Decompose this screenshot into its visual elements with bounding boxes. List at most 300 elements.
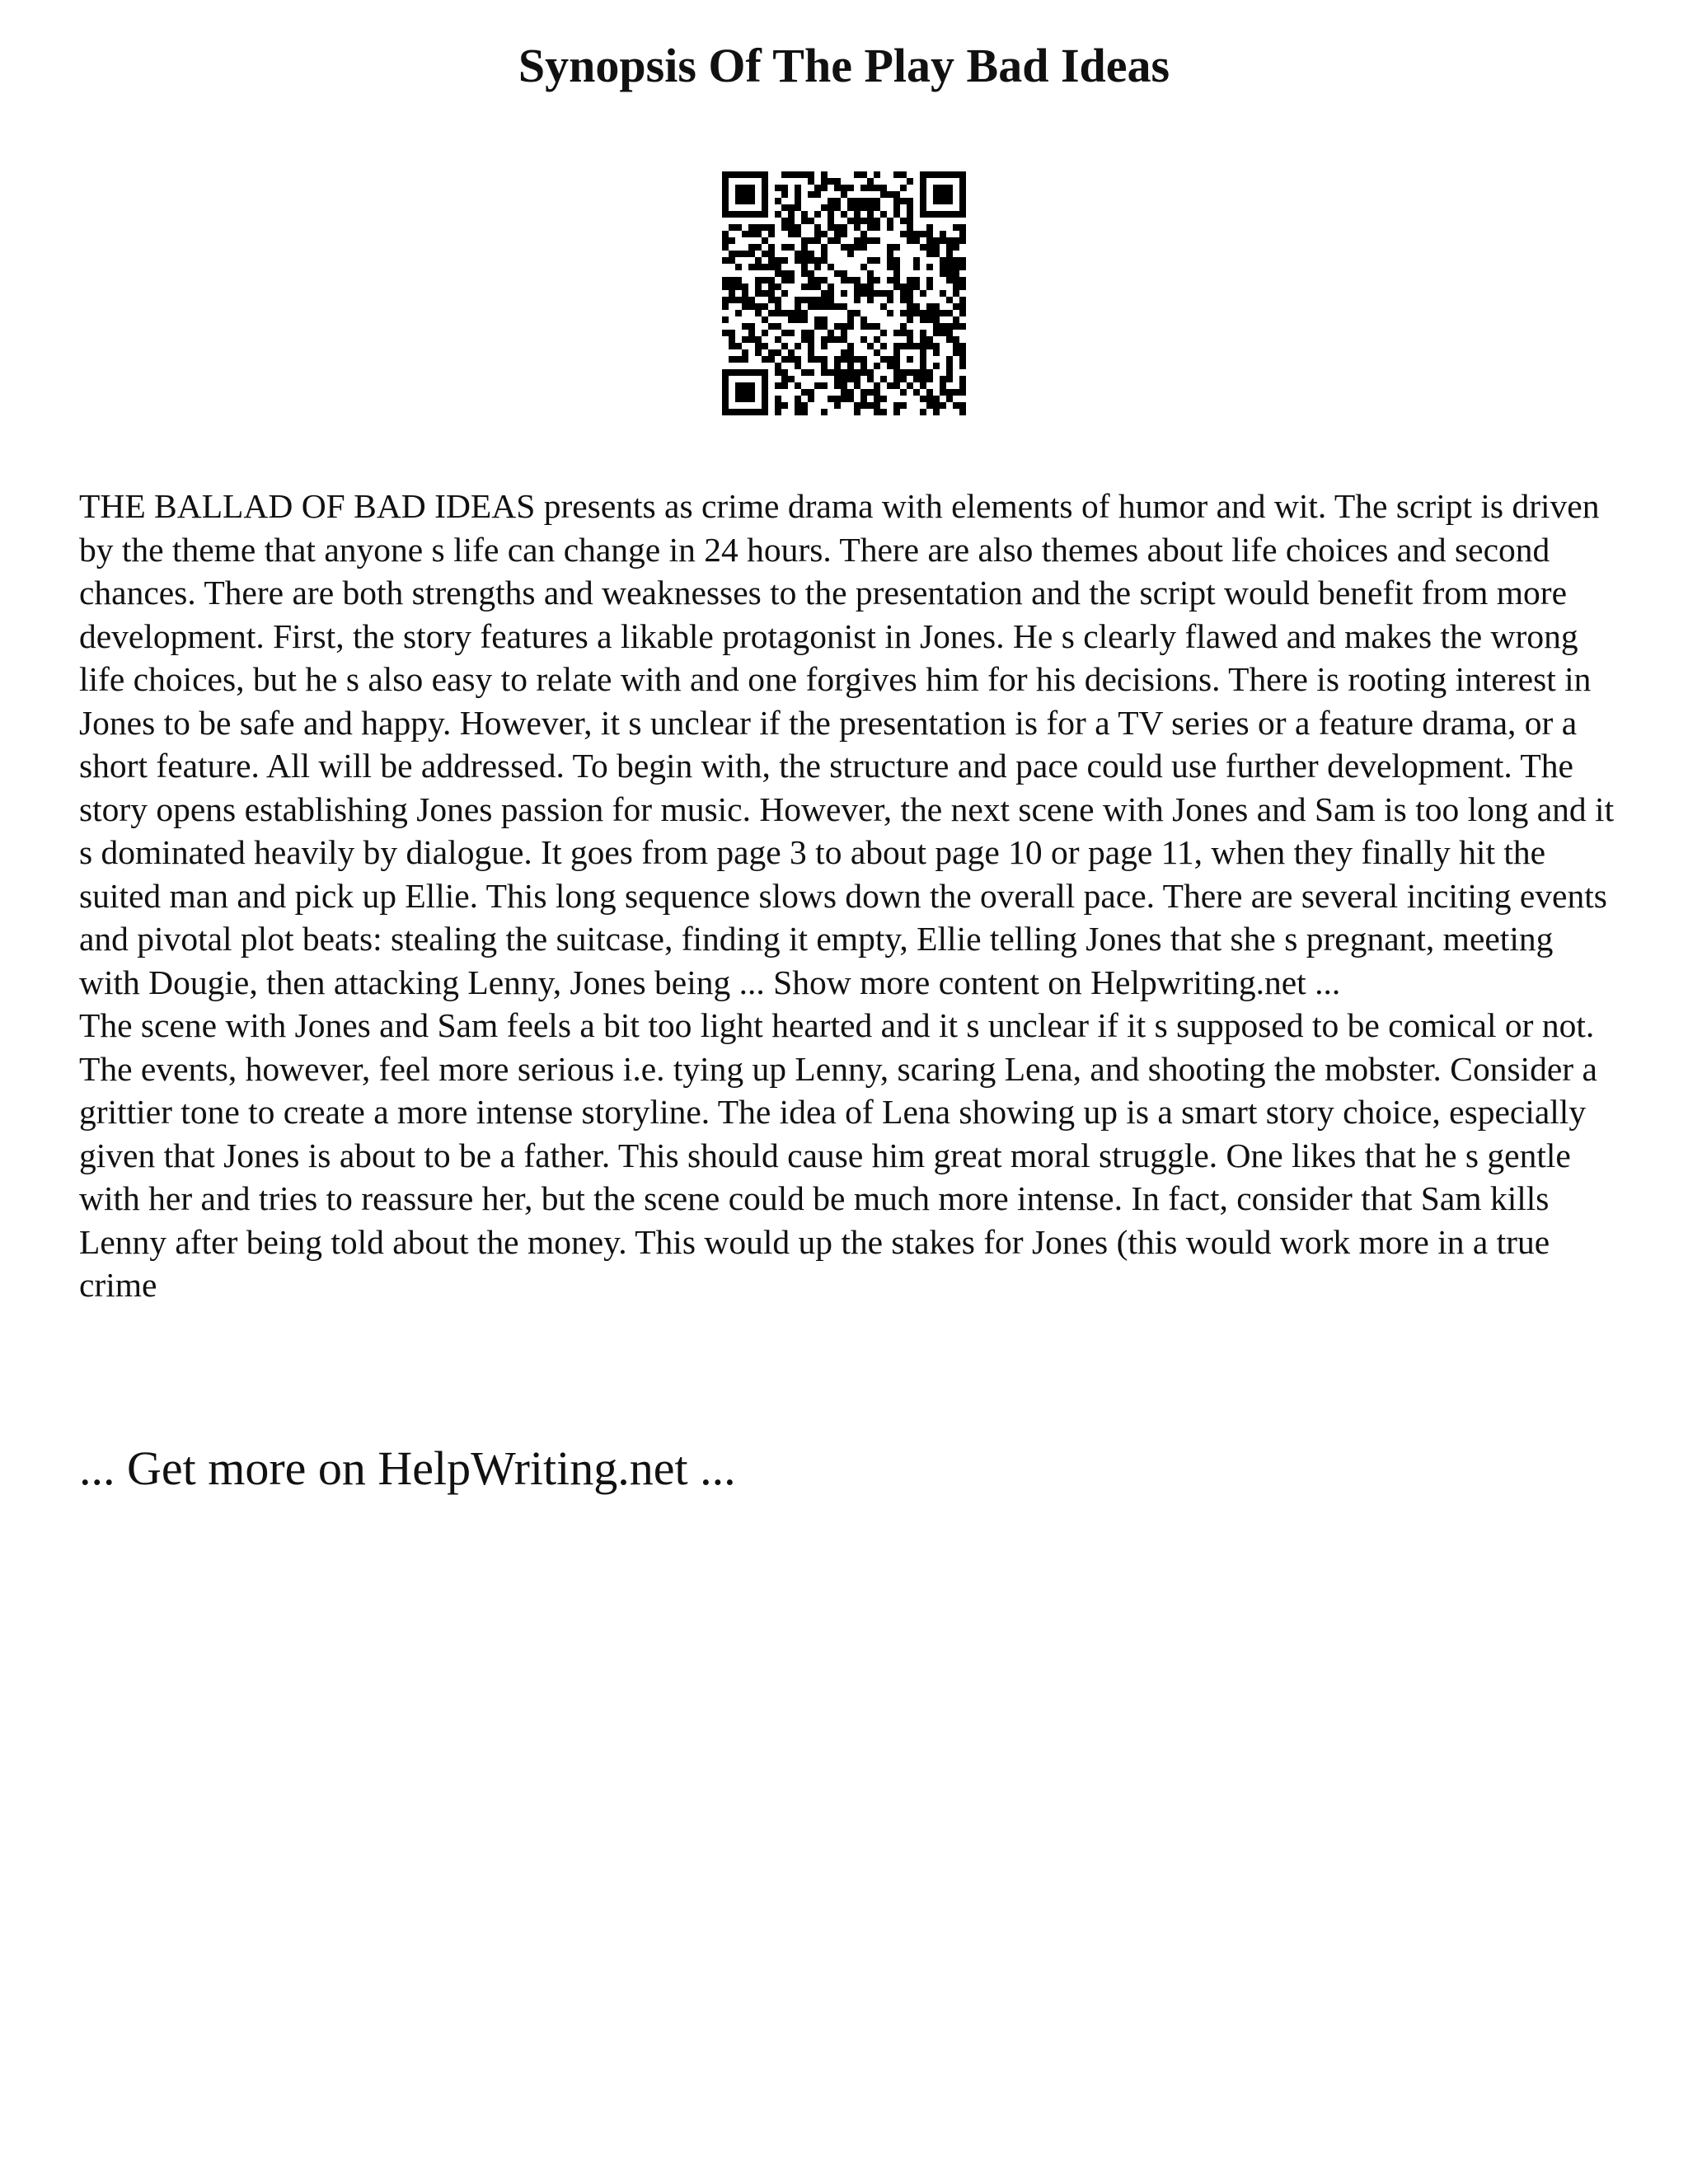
qr-module: [933, 349, 940, 356]
qr-module: [795, 396, 801, 402]
qr-module: [781, 277, 788, 284]
qr-module: [762, 251, 768, 257]
qr-module: [953, 323, 959, 330]
qr-module: [946, 297, 953, 303]
qr-module: [893, 356, 900, 363]
qr-module: [880, 185, 887, 191]
qr-module: [946, 244, 953, 251]
qr-module: [854, 284, 860, 290]
qr-module: [926, 237, 933, 244]
qr-module: [926, 389, 933, 396]
qr-module: [795, 185, 801, 191]
qr-module: [953, 316, 959, 323]
qr-module: [722, 402, 729, 409]
qr-module: [762, 389, 768, 396]
qr-module: [867, 178, 874, 185]
qr-module: [722, 297, 729, 303]
qr-module: [893, 211, 900, 218]
qr-module: [755, 343, 762, 349]
qr-module: [867, 297, 874, 303]
qr-module: [907, 224, 913, 231]
qr-module: [907, 382, 913, 389]
qr-module: [893, 382, 900, 389]
qr-module: [722, 178, 729, 185]
qr-module: [920, 191, 926, 198]
qr-module: [828, 330, 834, 336]
qr-module: [762, 237, 768, 244]
qr-module: [841, 369, 847, 376]
qr-module: [762, 343, 768, 349]
qr-module: [762, 185, 768, 191]
qr-module: [959, 343, 966, 349]
qr-module: [893, 270, 900, 277]
qr-module: [946, 185, 953, 191]
qr-module: [959, 171, 966, 178]
qr-module: [801, 251, 808, 257]
qr-module: [847, 251, 854, 257]
qr-module: [834, 237, 841, 244]
qr-module: [722, 409, 729, 415]
qr-module: [834, 178, 841, 185]
qr-module: [841, 356, 847, 363]
qr-module: [926, 244, 933, 251]
qr-module: [801, 270, 808, 277]
qr-module: [920, 244, 926, 251]
qr-module: [841, 396, 847, 402]
qr-module: [940, 237, 946, 244]
qr-module: [768, 244, 775, 251]
qr-module: [821, 251, 828, 257]
qr-module: [959, 382, 966, 389]
qr-module: [729, 284, 735, 290]
qr-module: [900, 171, 907, 178]
qr-module: [847, 198, 854, 204]
qr-module: [926, 171, 933, 178]
qr-module: [920, 376, 926, 382]
qr-module: [953, 290, 959, 297]
qr-module: [742, 356, 748, 363]
qr-module: [860, 185, 867, 191]
qr-module: [821, 257, 828, 264]
qr-module: [795, 171, 801, 178]
qr-module: [841, 303, 847, 310]
qr-module: [801, 402, 808, 409]
qr-module: [920, 316, 926, 323]
qr-module: [893, 191, 900, 198]
qr-module: [814, 257, 821, 264]
qr-module: [900, 231, 907, 237]
get-more-link[interactable]: ... Get more on HelpWriting.net ...: [79, 1441, 736, 1495]
qr-module: [926, 284, 933, 290]
qr-module: [788, 330, 795, 336]
qr-module: [940, 389, 946, 396]
qr-module: [748, 297, 755, 303]
qr-module: [788, 204, 795, 211]
qr-module: [768, 290, 775, 297]
qr-module: [748, 369, 755, 376]
qr-module: [841, 389, 847, 396]
qr-module: [940, 231, 946, 237]
qr-module: [808, 330, 814, 336]
qr-module: [742, 198, 748, 204]
qr-module: [926, 396, 933, 402]
qr-module: [926, 376, 933, 382]
qr-module: [907, 316, 913, 323]
qr-module: [748, 323, 755, 330]
qr-module: [913, 257, 920, 264]
qr-module: [775, 349, 781, 356]
qr-module: [959, 264, 966, 270]
qr-module: [926, 277, 933, 284]
qr-module: [775, 323, 781, 330]
qr-module: [768, 310, 775, 316]
qr-module: [821, 382, 828, 389]
qr-module: [959, 198, 966, 204]
qr-module: [722, 382, 729, 389]
qr-module: [795, 303, 801, 310]
qr-module: [788, 349, 795, 356]
qr-module: [768, 277, 775, 284]
qr-module: [867, 323, 874, 330]
qr-module: [762, 402, 768, 409]
qr-module: [907, 336, 913, 343]
qr-module: [860, 204, 867, 211]
qr-module: [775, 402, 781, 409]
qr-module: [821, 297, 828, 303]
qr-module: [933, 244, 940, 251]
qr-module: [801, 257, 808, 264]
qr-module: [953, 224, 959, 231]
qr-module: [755, 336, 762, 343]
qr-module: [748, 231, 755, 237]
qr-module: [913, 284, 920, 290]
qr-module: [808, 297, 814, 303]
qr-module: [762, 356, 768, 363]
qr-module: [742, 290, 748, 297]
qr-module: [834, 303, 841, 310]
qr-module: [920, 290, 926, 297]
qr-module: [755, 290, 762, 297]
qr-module: [887, 224, 893, 231]
qr-module: [907, 211, 913, 218]
qr-module: [893, 369, 900, 376]
qr-module: [880, 356, 887, 363]
qr-module: [920, 310, 926, 316]
qr-module: [926, 343, 933, 349]
qr-module: [841, 382, 847, 389]
qr-module: [821, 231, 828, 237]
qr-module: [821, 409, 828, 415]
qr-module: [907, 178, 913, 185]
qr-module: [801, 284, 808, 290]
qr-module: [867, 290, 874, 297]
qr-module: [814, 231, 821, 237]
qr-module: [742, 396, 748, 402]
qr-module: [795, 363, 801, 369]
qr-module: [854, 218, 860, 224]
qr-module: [940, 257, 946, 264]
qr-module: [814, 185, 821, 191]
qr-module: [847, 185, 854, 191]
qr-module: [907, 297, 913, 303]
qr-module: [834, 204, 841, 211]
qr-module: [808, 218, 814, 224]
qr-module: [874, 349, 880, 356]
qr-module: [933, 303, 940, 310]
qr-module: [920, 396, 926, 402]
qr-module: [920, 204, 926, 211]
qr-module: [814, 382, 821, 389]
qr-module: [940, 310, 946, 316]
qr-module: [953, 270, 959, 277]
qr-module: [841, 224, 847, 231]
qr-module: [933, 237, 940, 244]
qr-module: [860, 363, 867, 369]
qr-module: [748, 382, 755, 389]
qr-module: [940, 198, 946, 204]
qr-module: [940, 323, 946, 330]
qr-module: [926, 310, 933, 316]
qr-module: [847, 323, 854, 330]
qr-module: [959, 389, 966, 396]
qr-module: [808, 336, 814, 343]
qr-module: [946, 330, 953, 336]
qr-module: [887, 191, 893, 198]
qr-module: [742, 191, 748, 198]
qr-module: [722, 284, 729, 290]
qr-module: [821, 343, 828, 349]
qr-module: [854, 211, 860, 218]
qr-module: [729, 224, 735, 231]
qr-module: [775, 185, 781, 191]
qr-module: [900, 185, 907, 191]
qr-module: [920, 231, 926, 237]
qr-module: [814, 264, 821, 270]
qr-module: [913, 369, 920, 376]
qr-module: [946, 396, 953, 402]
qr-module: [762, 330, 768, 336]
qr-module: [959, 297, 966, 303]
qr-module: [755, 369, 762, 376]
qr-module: [801, 264, 808, 270]
qr-module: [860, 323, 867, 330]
qr-module: [847, 277, 854, 284]
qr-module: [841, 231, 847, 237]
qr-module: [860, 290, 867, 297]
qr-module: [781, 402, 788, 409]
qr-module: [742, 251, 748, 257]
qr-module: [821, 363, 828, 369]
qr-module: [913, 389, 920, 396]
qr-module: [907, 237, 913, 244]
qr-module: [847, 244, 854, 251]
qr-module: [933, 191, 940, 198]
qr-module: [940, 382, 946, 389]
qr-module: [729, 171, 735, 178]
qr-module: [874, 396, 880, 402]
qr-module: [735, 171, 742, 178]
qr-module: [867, 211, 874, 218]
qr-module: [775, 297, 781, 303]
qr-module: [880, 396, 887, 402]
qr-module: [762, 376, 768, 382]
qr-module: [788, 376, 795, 382]
qr-module: [953, 257, 959, 264]
qr-module: [880, 290, 887, 297]
qr-module: [887, 251, 893, 257]
qr-module: [933, 330, 940, 336]
qr-module: [775, 396, 781, 402]
qr-module: [768, 356, 775, 363]
qr-module: [860, 336, 867, 343]
qr-module: [801, 211, 808, 218]
qr-module: [788, 211, 795, 218]
qr-module: [874, 323, 880, 330]
qr-module: [788, 171, 795, 178]
qr-module: [887, 264, 893, 270]
qr-module: [959, 284, 966, 290]
document-title: Synopsis Of The Play Bad Ideas: [518, 39, 1170, 92]
qr-module: [755, 224, 762, 231]
qr-module: [742, 382, 748, 389]
qr-module: [834, 270, 841, 277]
qr-module: [874, 204, 880, 211]
qr-module: [913, 237, 920, 244]
qr-module: [788, 316, 795, 323]
qr-module: [775, 336, 781, 343]
qr-module: [755, 231, 762, 237]
qr-module: [920, 349, 926, 356]
qr-module: [953, 389, 959, 396]
qr-module: [854, 369, 860, 376]
qr-module: [907, 231, 913, 237]
qr-module: [828, 198, 834, 204]
qr-module: [959, 376, 966, 382]
qr-module: [762, 369, 768, 376]
qr-module: [887, 310, 893, 316]
qr-module: [729, 369, 735, 376]
qr-module: [768, 349, 775, 356]
qr-module: [953, 343, 959, 349]
qr-module: [874, 402, 880, 409]
qr-module: [953, 349, 959, 356]
qr-module: [893, 376, 900, 382]
qr-module: [933, 343, 940, 349]
qr-module: [874, 171, 880, 178]
qr-module: [867, 284, 874, 290]
qr-module: [880, 211, 887, 218]
qr-module: [940, 171, 946, 178]
qr-module: [860, 369, 867, 376]
qr-module: [946, 198, 953, 204]
qr-module: [801, 316, 808, 323]
qr-module: [814, 211, 821, 218]
qr-module: [722, 198, 729, 204]
qr-module: [953, 277, 959, 284]
qr-module: [940, 191, 946, 198]
qr-module: [795, 382, 801, 389]
qr-module: [959, 178, 966, 185]
qr-module: [748, 251, 755, 257]
qr-module: [768, 323, 775, 330]
qr-module: [907, 198, 913, 204]
qr-module: [959, 402, 966, 409]
qr-module: [920, 369, 926, 376]
qr-module: [722, 231, 729, 237]
qr-module: [959, 231, 966, 237]
qr-module: [755, 409, 762, 415]
qr-module: [814, 323, 821, 330]
qr-module: [834, 402, 841, 409]
qr-module: [821, 171, 828, 178]
qr-module: [880, 409, 887, 415]
qr-module: [808, 270, 814, 277]
qr-module: [775, 198, 781, 204]
qr-module: [808, 343, 814, 349]
qr-module: [946, 171, 953, 178]
qr-module: [722, 303, 729, 310]
qr-module: [768, 297, 775, 303]
qr-module: [841, 330, 847, 336]
qr-module: [959, 409, 966, 415]
qr-module: [788, 224, 795, 231]
qr-module: [781, 191, 788, 198]
qr-module: [801, 330, 808, 336]
qr-module: [735, 310, 742, 316]
qr-module: [887, 257, 893, 264]
qr-module: [867, 343, 874, 349]
qr-module: [834, 323, 841, 330]
qr-module: [900, 402, 907, 409]
qr-module: [735, 396, 742, 402]
qr-module: [946, 257, 953, 264]
qr-module: [729, 251, 735, 257]
qr-module: [933, 171, 940, 178]
body-paragraph-1: THE BALLAD OF BAD IDEAS presents as crime drama with elements of humor and wit. The script is driven by the theme that anyone s life can change in 24 hours. There are also themes about life choices and second chances. There are both strengths and weaknesses to the presentation and the script would benefit from more development. First, the story features a likable protagonist in Jones. He s clearly flawed and makes the wrong life choices, but he s also easy to relate with and one forgives him for his decisions. There is rooting interest in Jones to be safe and happy. However, it s unclear if the presentation is for a TV series or a feature drama, or a short feature. All will be addressed. To begin with, the structure and pace could use further development. The story opens establishing Jones passion for music. However, the next scene with Jones and Sam is too long and it s dominated heavily by dialogue. It goes from page 3 to about page 10 or page 11, when they finally hit the suited man and pick up Ellie. This long sequence slows down the overall pace. There are several inciting events and pivotal plot beats: stealing the suitcase, finding it empty, Ellie telling Jones that she s pregnant, meeting with Dougie, then attacking Lenny, Jones being ... Show more content on Helpwriting.net ...: [79, 487, 1615, 1001]
qr-module: [893, 284, 900, 290]
qr-module: [781, 224, 788, 231]
qr-module: [735, 198, 742, 204]
qr-module: [808, 191, 814, 198]
qr-module: [834, 382, 841, 389]
qr-module: [940, 211, 946, 218]
qr-module: [735, 297, 742, 303]
qr-module: [874, 257, 880, 264]
qr-module: [748, 224, 755, 231]
qr-module: [795, 409, 801, 415]
qr-module: [854, 204, 860, 211]
qr-module: [953, 284, 959, 290]
qr-module: [788, 231, 795, 237]
qr-module: [722, 316, 729, 323]
qr-module: [735, 211, 742, 218]
qr-module: [748, 244, 755, 251]
qr-module: [867, 270, 874, 277]
qr-module: [781, 310, 788, 316]
qr-module: [795, 191, 801, 198]
qr-module: [841, 244, 847, 251]
qr-module: [887, 290, 893, 297]
qr-module: [781, 185, 788, 191]
qr-module: [821, 290, 828, 297]
qr-module: [814, 224, 821, 231]
qr-module: [775, 264, 781, 270]
qr-module: [781, 343, 788, 349]
qr-module: [926, 369, 933, 376]
qr-module: [762, 277, 768, 284]
qr-module: [735, 369, 742, 376]
qr-module: [860, 171, 867, 178]
